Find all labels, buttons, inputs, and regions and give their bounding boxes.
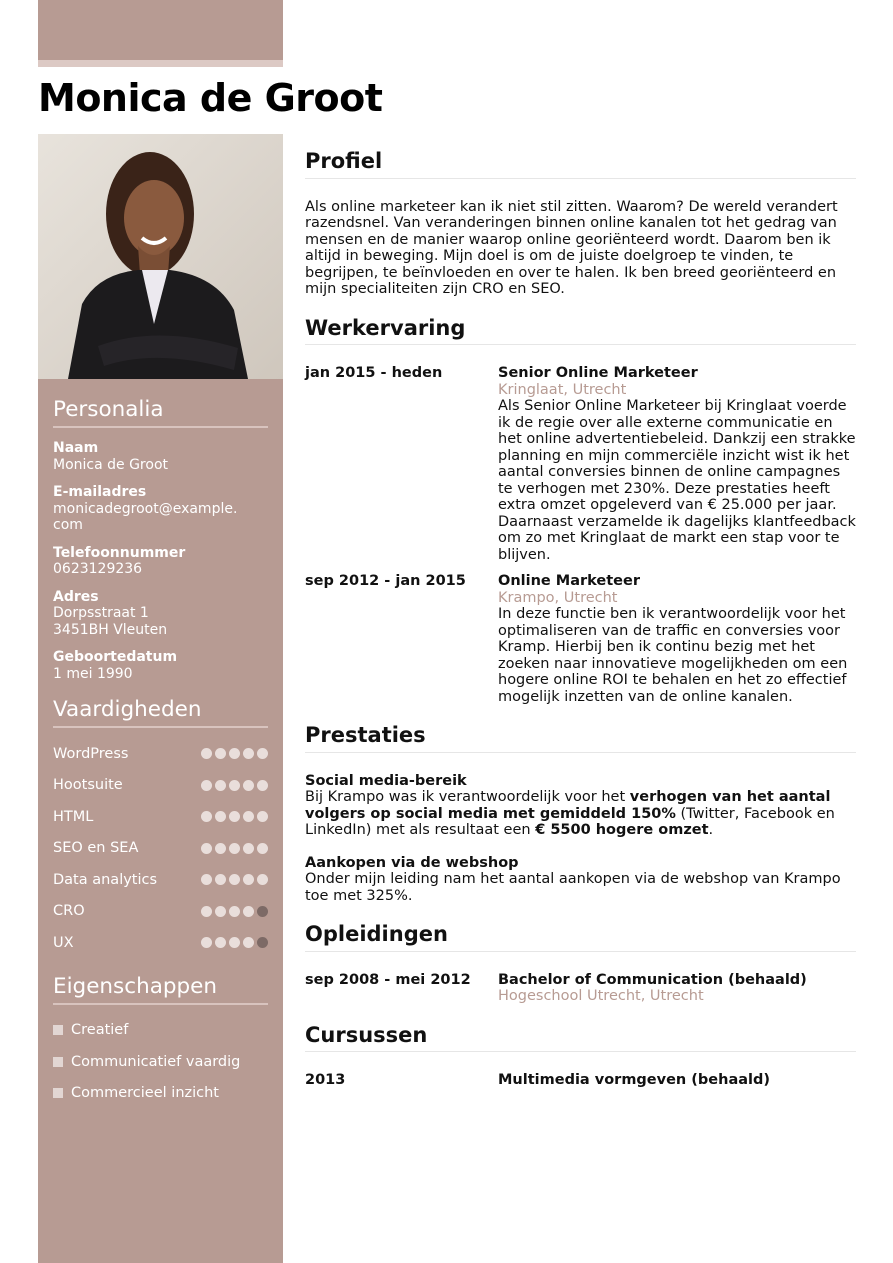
skill-row — [53, 896, 268, 928]
highlight-text: verhogen van het aantal volgers op social media met gemiddeld 150% — [305, 789, 831, 822]
rating-dot-filled — [243, 843, 254, 854]
rating-dot-filled — [243, 874, 254, 885]
rating-dot-filled — [201, 780, 212, 791]
trait-label: Commercieel inzicht — [71, 1085, 219, 1102]
rating-dot-filled — [215, 843, 226, 854]
skill-name: Data analytics — [53, 871, 158, 888]
rating-dot-filled — [229, 748, 240, 759]
rating-dot-filled — [257, 748, 268, 759]
skill-row — [53, 927, 268, 959]
body-text: Onder mijn leiding nam het aantal aankopen via de webshop van Krampo toe met 325%. — [305, 871, 841, 904]
achievement-item — [305, 773, 856, 839]
rating-dot-filled — [201, 906, 212, 917]
skill-row — [53, 738, 268, 770]
rating-dot-filled — [229, 874, 240, 885]
square-bullet-icon — [53, 1025, 63, 1035]
rating-dot-filled — [243, 780, 254, 791]
profile-section — [305, 149, 856, 298]
employer: Kringlaat, Utrecht — [498, 381, 627, 398]
trait-item — [53, 1015, 268, 1047]
field-label: Naam — [53, 440, 99, 456]
courses-heading: Cursussen — [305, 1027, 856, 1053]
body-text: (Twitter, Facebook en LinkedIn) met als resultaat een — [305, 805, 835, 838]
rating-dot-filled — [257, 874, 268, 885]
rating-dot-filled — [229, 811, 240, 822]
header-accent-block — [38, 0, 283, 60]
rating-dot-filled — [215, 906, 226, 917]
rating-dot-filled — [201, 811, 212, 822]
skills-heading: Vaardigheden — [53, 697, 268, 728]
achievements-list — [305, 773, 856, 905]
skill-rating — [201, 843, 268, 854]
personalia-heading: Personalia — [53, 397, 268, 428]
course-title: Multimedia vormgeven (behaald) — [498, 1072, 771, 1088]
field-label: E-mailadres — [53, 484, 147, 500]
rating-dot-filled — [243, 811, 254, 822]
personalia-name — [53, 440, 268, 473]
body-text: Bij Krampo was ik verantwoordelijk voor het — [305, 789, 630, 805]
work-heading: Werkervaring — [305, 320, 856, 346]
course-entry — [305, 1072, 856, 1089]
courses-list — [305, 1072, 856, 1089]
entry-info — [498, 365, 856, 563]
work-entry — [305, 365, 856, 563]
rating-dot-filled — [229, 937, 240, 948]
rating-dot-filled — [201, 937, 212, 948]
entry-date: jan 2015 - heden — [305, 365, 443, 381]
job-title: Senior Online Marketeer — [498, 365, 698, 381]
achievements-heading: Prestaties — [305, 727, 856, 753]
rating-dot-filled — [243, 937, 254, 948]
skill-row — [53, 801, 268, 833]
rating-dot-filled — [257, 843, 268, 854]
trait-item — [53, 1046, 268, 1078]
body-text: . — [708, 822, 714, 838]
personalia-phone — [53, 545, 268, 578]
field-value: Monica de Groot — [53, 456, 169, 473]
rating-dot-filled — [201, 843, 212, 854]
education-section — [305, 922, 856, 1005]
rating-dot-filled — [243, 906, 254, 917]
candidate-name: Monica de Groot — [38, 76, 383, 120]
sidebar — [38, 379, 283, 1263]
profile-heading: Profiel — [305, 153, 856, 179]
achievement-item — [305, 855, 856, 905]
rating-dot-filled — [215, 937, 226, 948]
entry-info — [498, 573, 856, 705]
skill-rating — [201, 748, 268, 759]
achievement-text — [305, 871, 856, 904]
job-description: In deze functie ben ik verantwoordelijk voor het optimaliseren van de traffic en conversies voor Kramp. Hierbij ben ik continu bezig met het zoeken naar innovatieve mogelijkheden om een hogere online ROI te behalen en het zo effectief mogelijk inzetten van de online kanalen. — [498, 606, 848, 705]
rating-dot-filled — [215, 811, 226, 822]
job-description: Als Senior Online Marketeer bij Kringlaat voerde ik de regie over alle externe communicatie en het online advertentiebeleid. Dankzij een strakke planning en mijn commerciële inzicht wist ik het aantal conversies binnen de online campagnes te verhogen met 230%. Deze prestaties heeft extra omzet opgeleverd van € 25.000 per jaar. Daarnaast verzamelde ik dagelijks klantfeedback om zo met Kringlaat de markt een stap voor te blijven. — [498, 398, 856, 563]
skill-rating — [201, 937, 268, 948]
trait-label: Communicatief vaardig — [71, 1053, 241, 1070]
rating-dot-filled — [229, 843, 240, 854]
personalia-list — [53, 440, 268, 682]
rating-dot-empty — [257, 937, 268, 948]
traits-heading: Eigenschappen — [53, 974, 268, 1005]
skill-name: SEO en SEA — [53, 840, 139, 857]
entry-date: sep 2008 - mei 2012 — [305, 971, 471, 988]
trait-item — [53, 1078, 268, 1110]
main-content — [305, 149, 856, 1111]
personalia-address — [53, 589, 268, 639]
rating-dot-filled — [229, 906, 240, 917]
header-accent-stripe — [38, 60, 283, 67]
skill-name: HTML — [53, 808, 94, 825]
skill-row — [53, 864, 268, 896]
skill-name: Hootsuite — [53, 777, 123, 794]
traits-list — [53, 1015, 268, 1110]
field-value: Dorpsstraat 1 — [53, 605, 149, 621]
trait-label: Creatief — [71, 1022, 129, 1039]
rating-dot-filled — [215, 780, 226, 791]
rating-dot-filled — [257, 811, 268, 822]
education-list — [305, 972, 856, 1005]
entry-date: sep 2012 - jan 2015 — [305, 573, 466, 589]
field-value: 3451BH Vleuten — [53, 621, 168, 638]
work-entry — [305, 573, 856, 705]
job-title: Online Marketeer — [498, 573, 640, 589]
education-heading: Opleidingen — [305, 926, 856, 952]
rating-dot-filled — [201, 874, 212, 885]
entry-info — [498, 972, 856, 1005]
achievement-text — [305, 789, 856, 839]
degree-title: Bachelor of Communication (behaald) — [498, 971, 807, 988]
field-value: 0623129236 — [53, 561, 143, 577]
rating-dot-filled — [243, 748, 254, 759]
courses-section — [305, 1022, 856, 1089]
work-list — [305, 365, 856, 705]
highlight-text: € 5500 hogere omzet — [535, 822, 709, 838]
education-entry — [305, 972, 856, 1005]
field-value: 1 mei 1990 — [53, 665, 133, 682]
skill-row — [53, 770, 268, 802]
square-bullet-icon — [53, 1088, 63, 1098]
portrait-illustration — [38, 134, 283, 379]
employer: Krampo, Utrecht — [498, 589, 618, 606]
profile-text: Als online marketeer kan ik niet stil zitten. Waarom? De wereld verandert razendsnel. Van veranderingen binnen online kanalen tot het gedrag van mensen en de manier waarop online georiënteerd wordt. Daarom ben ik altijd in beweging. Mijn doel is om de juiste doelgroep te vinden, te begrijpen, te beïnvloeden en over te halen. Ik ben breed georiënteerd en mijn specialiteiten zijn CRO en SEO. — [305, 198, 838, 297]
field-label: Telefoonnummer — [53, 544, 186, 561]
rating-dot-filled — [229, 780, 240, 791]
skill-row — [53, 833, 268, 865]
portrait-photo — [38, 134, 283, 379]
field-value[interactable]: com — [53, 517, 83, 533]
skill-name: UX — [53, 934, 74, 951]
rating-dot-filled — [257, 780, 268, 791]
skill-rating — [201, 906, 268, 917]
personalia-email — [53, 484, 268, 534]
rating-dot-filled — [201, 748, 212, 759]
rating-dot-filled — [215, 748, 226, 759]
personalia-birthdate — [53, 649, 268, 682]
rating-dot-empty — [257, 906, 268, 917]
work-section — [305, 315, 856, 706]
skill-name: WordPress — [53, 745, 129, 762]
square-bullet-icon — [53, 1057, 63, 1067]
skill-name: CRO — [53, 903, 85, 920]
entry-date: 2013 — [305, 1072, 346, 1088]
skill-rating — [201, 874, 268, 885]
skill-rating — [201, 780, 268, 791]
entry-info — [498, 1072, 856, 1089]
field-value[interactable]: monicadegroot@example. — [53, 500, 238, 517]
achievement-title: Aankopen via de webshop — [305, 854, 519, 871]
achievements-section — [305, 723, 856, 904]
school: Hogeschool Utrecht, Utrecht — [498, 988, 704, 1004]
field-label: Adres — [53, 588, 99, 605]
field-label: Geboortedatum — [53, 649, 178, 665]
skill-rating — [201, 811, 268, 822]
achievement-title: Social media-bereik — [305, 772, 467, 789]
skills-list — [53, 738, 268, 959]
rating-dot-filled — [215, 874, 226, 885]
